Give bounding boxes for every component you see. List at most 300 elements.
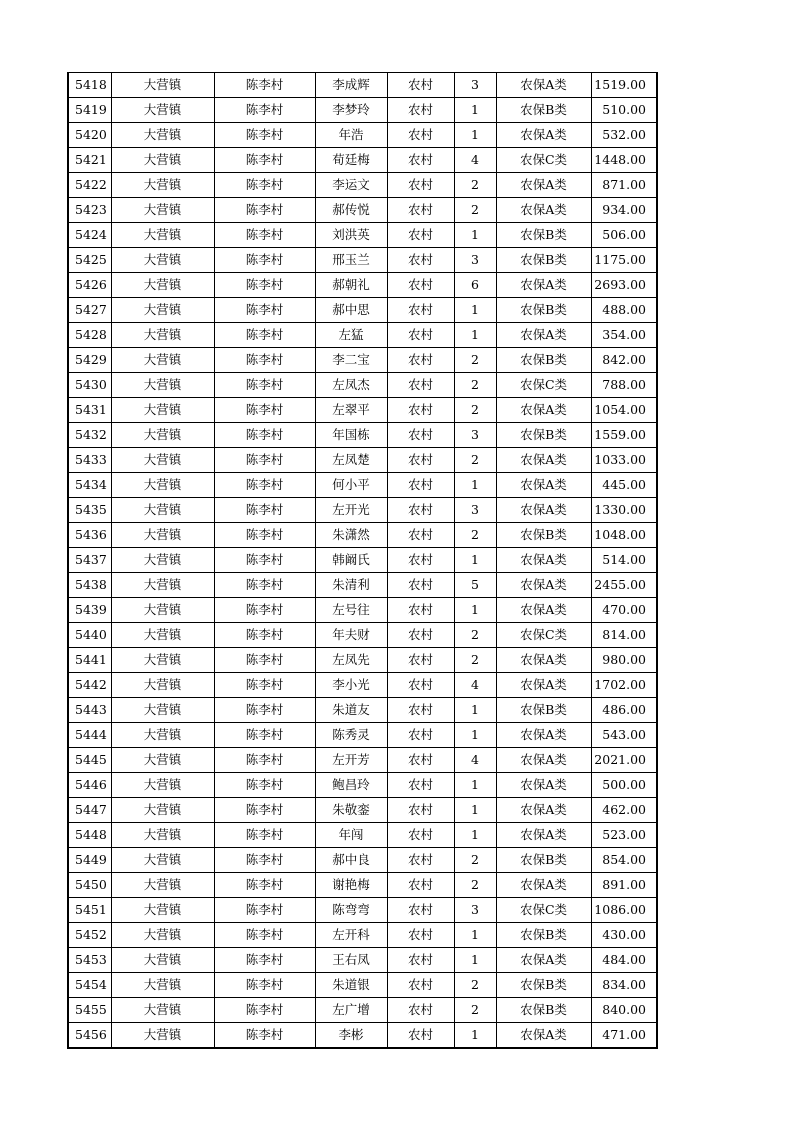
cell-village: 陈李村	[214, 923, 315, 948]
cell-village: 陈李村	[214, 148, 315, 173]
cell-town: 大营镇	[111, 848, 214, 873]
cell-record-id: 5450	[68, 873, 111, 898]
cell-town: 大营镇	[111, 373, 214, 398]
cell-household-size: 2	[454, 848, 496, 873]
table-row	[68, 573, 657, 598]
cell-village: 陈李村	[214, 423, 315, 448]
table-row	[68, 398, 657, 423]
cell-insurance-category: 农保A类	[496, 673, 591, 698]
cell-area-type: 农村	[387, 498, 454, 523]
table-row	[68, 973, 657, 998]
cell-household-size: 4	[454, 748, 496, 773]
cell-amount: 2455.00	[591, 573, 657, 598]
table-row	[68, 648, 657, 673]
cell-area-type: 农村	[387, 448, 454, 473]
cell-household-size: 3	[454, 898, 496, 923]
cell-amount: 484.00	[591, 948, 657, 973]
cell-amount: 510.00	[591, 98, 657, 123]
cell-name: 左凤楚	[315, 448, 387, 473]
cell-name: 邢玉兰	[315, 248, 387, 273]
table-row	[68, 673, 657, 698]
cell-village: 陈李村	[214, 248, 315, 273]
cell-name: 朱道友	[315, 698, 387, 723]
cell-household-size: 1	[454, 948, 496, 973]
table-row	[68, 73, 657, 98]
cell-record-id: 5429	[68, 348, 111, 373]
cell-household-size: 2	[454, 648, 496, 673]
cell-town: 大营镇	[111, 273, 214, 298]
cell-amount: 1175.00	[591, 248, 657, 273]
cell-area-type: 农村	[387, 223, 454, 248]
cell-household-size: 1	[454, 1023, 496, 1049]
cell-village: 陈李村	[214, 98, 315, 123]
cell-amount: 500.00	[591, 773, 657, 798]
cell-name: 李二宝	[315, 348, 387, 373]
cell-record-id: 5425	[68, 248, 111, 273]
cell-village: 陈李村	[214, 1023, 315, 1049]
cell-name: 左开光	[315, 498, 387, 523]
cell-amount: 2693.00	[591, 273, 657, 298]
cell-insurance-category: 农保A类	[496, 948, 591, 973]
cell-area-type: 农村	[387, 673, 454, 698]
cell-name: 李成辉	[315, 73, 387, 98]
cell-insurance-category: 农保A类	[496, 173, 591, 198]
cell-insurance-category: 农保C类	[496, 623, 591, 648]
cell-household-size: 1	[454, 823, 496, 848]
cell-village: 陈李村	[214, 798, 315, 823]
cell-household-size: 2	[454, 523, 496, 548]
cell-name: 年闯	[315, 823, 387, 848]
cell-insurance-category: 农保A类	[496, 723, 591, 748]
cell-amount: 2021.00	[591, 748, 657, 773]
cell-town: 大营镇	[111, 623, 214, 648]
cell-amount: 486.00	[591, 698, 657, 723]
cell-amount: 840.00	[591, 998, 657, 1023]
cell-village: 陈李村	[214, 848, 315, 873]
cell-amount: 543.00	[591, 723, 657, 748]
cell-area-type: 农村	[387, 298, 454, 323]
cell-amount: 523.00	[591, 823, 657, 848]
cell-insurance-category: 农保C类	[496, 898, 591, 923]
table-row	[68, 898, 657, 923]
cell-amount: 834.00	[591, 973, 657, 998]
cell-insurance-category: 农保B类	[496, 523, 591, 548]
cell-insurance-category: 农保B类	[496, 223, 591, 248]
cell-insurance-category: 农保A类	[496, 448, 591, 473]
cell-area-type: 农村	[387, 548, 454, 573]
cell-insurance-category: 农保C类	[496, 373, 591, 398]
cell-area-type: 农村	[387, 348, 454, 373]
cell-insurance-category: 农保A类	[496, 548, 591, 573]
cell-insurance-category: 农保B类	[496, 923, 591, 948]
cell-household-size: 1	[454, 123, 496, 148]
cell-town: 大营镇	[111, 148, 214, 173]
cell-insurance-category: 农保A类	[496, 273, 591, 298]
cell-record-id: 5419	[68, 98, 111, 123]
cell-record-id: 5434	[68, 473, 111, 498]
table-row	[68, 248, 657, 273]
table-row	[68, 448, 657, 473]
cell-amount: 430.00	[591, 923, 657, 948]
cell-insurance-category: 农保A类	[496, 398, 591, 423]
cell-village: 陈李村	[214, 673, 315, 698]
cell-amount: 462.00	[591, 798, 657, 823]
cell-amount: 1086.00	[591, 898, 657, 923]
cell-village: 陈李村	[214, 948, 315, 973]
table-row	[68, 273, 657, 298]
cell-record-id: 5454	[68, 973, 111, 998]
cell-insurance-category: 农保A类	[496, 73, 591, 98]
cell-household-size: 1	[454, 98, 496, 123]
cell-name: 郝传悦	[315, 198, 387, 223]
cell-town: 大营镇	[111, 873, 214, 898]
cell-amount: 1048.00	[591, 523, 657, 548]
cell-village: 陈李村	[214, 873, 315, 898]
cell-record-id: 5442	[68, 673, 111, 698]
cell-household-size: 1	[454, 773, 496, 798]
cell-record-id: 5423	[68, 198, 111, 223]
cell-record-id: 5421	[68, 148, 111, 173]
cell-name: 李运文	[315, 173, 387, 198]
cell-name: 李彬	[315, 1023, 387, 1049]
cell-insurance-category: 农保A类	[496, 773, 591, 798]
cell-record-id: 5427	[68, 298, 111, 323]
cell-record-id: 5447	[68, 798, 111, 823]
cell-amount: 842.00	[591, 348, 657, 373]
cell-household-size: 3	[454, 423, 496, 448]
table-row	[68, 298, 657, 323]
cell-amount: 1033.00	[591, 448, 657, 473]
table-row	[68, 773, 657, 798]
cell-household-size: 6	[454, 273, 496, 298]
benefit-roster-table	[67, 72, 658, 1049]
cell-town: 大营镇	[111, 523, 214, 548]
cell-record-id: 5436	[68, 523, 111, 548]
cell-household-size: 2	[454, 373, 496, 398]
cell-area-type: 农村	[387, 848, 454, 873]
cell-area-type: 农村	[387, 273, 454, 298]
cell-record-id: 5431	[68, 398, 111, 423]
cell-record-id: 5430	[68, 373, 111, 398]
cell-village: 陈李村	[214, 823, 315, 848]
cell-insurance-category: 农保C类	[496, 148, 591, 173]
cell-amount: 1448.00	[591, 148, 657, 173]
cell-name: 年浩	[315, 123, 387, 148]
cell-name: 李小光	[315, 673, 387, 698]
cell-name: 郝中思	[315, 298, 387, 323]
table-row	[68, 823, 657, 848]
cell-town: 大营镇	[111, 698, 214, 723]
cell-record-id: 5449	[68, 848, 111, 873]
cell-amount: 514.00	[591, 548, 657, 573]
table-row	[68, 523, 657, 548]
cell-village: 陈李村	[214, 298, 315, 323]
table-row	[68, 373, 657, 398]
cell-name: 左翠平	[315, 398, 387, 423]
cell-record-id: 5445	[68, 748, 111, 773]
cell-household-size: 2	[454, 198, 496, 223]
cell-town: 大营镇	[111, 1023, 214, 1049]
cell-area-type: 农村	[387, 198, 454, 223]
cell-area-type: 农村	[387, 973, 454, 998]
table-row	[68, 998, 657, 1023]
cell-amount: 354.00	[591, 323, 657, 348]
cell-area-type: 农村	[387, 698, 454, 723]
cell-village: 陈李村	[214, 698, 315, 723]
cell-household-size: 1	[454, 323, 496, 348]
cell-insurance-category: 农保A类	[496, 748, 591, 773]
table-row	[68, 598, 657, 623]
cell-town: 大营镇	[111, 198, 214, 223]
cell-town: 大营镇	[111, 123, 214, 148]
cell-town: 大营镇	[111, 973, 214, 998]
cell-name: 陈弯弯	[315, 898, 387, 923]
cell-area-type: 农村	[387, 723, 454, 748]
cell-amount: 506.00	[591, 223, 657, 248]
cell-record-id: 5437	[68, 548, 111, 573]
cell-amount: 814.00	[591, 623, 657, 648]
cell-town: 大营镇	[111, 473, 214, 498]
cell-village: 陈李村	[214, 973, 315, 998]
cell-area-type: 农村	[387, 423, 454, 448]
cell-insurance-category: 农保B类	[496, 848, 591, 873]
cell-village: 陈李村	[214, 348, 315, 373]
cell-town: 大营镇	[111, 998, 214, 1023]
cell-town: 大营镇	[111, 573, 214, 598]
cell-area-type: 农村	[387, 998, 454, 1023]
cell-area-type: 农村	[387, 173, 454, 198]
cell-town: 大营镇	[111, 598, 214, 623]
cell-town: 大营镇	[111, 648, 214, 673]
table-row	[68, 748, 657, 773]
cell-household-size: 3	[454, 248, 496, 273]
table-row	[68, 223, 657, 248]
cell-name: 刘洪英	[315, 223, 387, 248]
cell-area-type: 农村	[387, 873, 454, 898]
cell-village: 陈李村	[214, 773, 315, 798]
cell-household-size: 3	[454, 498, 496, 523]
cell-village: 陈李村	[214, 748, 315, 773]
cell-village: 陈李村	[214, 273, 315, 298]
table-row	[68, 123, 657, 148]
cell-insurance-category: 农保B类	[496, 698, 591, 723]
cell-village: 陈李村	[214, 648, 315, 673]
cell-village: 陈李村	[214, 598, 315, 623]
cell-household-size: 3	[454, 73, 496, 98]
cell-household-size: 4	[454, 673, 496, 698]
cell-area-type: 农村	[387, 623, 454, 648]
cell-area-type: 农村	[387, 898, 454, 923]
cell-town: 大营镇	[111, 898, 214, 923]
cell-name: 郝中良	[315, 848, 387, 873]
table-row	[68, 173, 657, 198]
cell-amount: 532.00	[591, 123, 657, 148]
cell-town: 大营镇	[111, 173, 214, 198]
cell-record-id: 5424	[68, 223, 111, 248]
cell-town: 大营镇	[111, 923, 214, 948]
cell-village: 陈李村	[214, 123, 315, 148]
cell-village: 陈李村	[214, 73, 315, 98]
table-row	[68, 198, 657, 223]
table-row	[68, 948, 657, 973]
cell-household-size: 2	[454, 348, 496, 373]
cell-record-id: 5435	[68, 498, 111, 523]
cell-village: 陈李村	[214, 223, 315, 248]
cell-record-id: 5456	[68, 1023, 111, 1049]
cell-insurance-category: 农保B类	[496, 98, 591, 123]
cell-area-type: 农村	[387, 248, 454, 273]
cell-village: 陈李村	[214, 473, 315, 498]
cell-village: 陈李村	[214, 398, 315, 423]
cell-record-id: 5426	[68, 273, 111, 298]
cell-village: 陈李村	[214, 498, 315, 523]
cell-insurance-category: 农保A类	[496, 123, 591, 148]
cell-insurance-category: 农保B类	[496, 973, 591, 998]
cell-record-id: 5446	[68, 773, 111, 798]
cell-record-id: 5451	[68, 898, 111, 923]
cell-area-type: 农村	[387, 373, 454, 398]
cell-village: 陈李村	[214, 173, 315, 198]
cell-amount: 470.00	[591, 598, 657, 623]
cell-household-size: 1	[454, 698, 496, 723]
cell-insurance-category: 农保A类	[496, 473, 591, 498]
cell-household-size: 2	[454, 998, 496, 1023]
table-row	[68, 923, 657, 948]
cell-area-type: 农村	[387, 473, 454, 498]
cell-town: 大营镇	[111, 948, 214, 973]
cell-name: 年夫财	[315, 623, 387, 648]
cell-household-size: 2	[454, 398, 496, 423]
cell-area-type: 农村	[387, 773, 454, 798]
cell-name: 郝朝礼	[315, 273, 387, 298]
cell-area-type: 农村	[387, 598, 454, 623]
cell-area-type: 农村	[387, 98, 454, 123]
cell-village: 陈李村	[214, 573, 315, 598]
table-row	[68, 798, 657, 823]
table-row	[68, 848, 657, 873]
cell-town: 大营镇	[111, 723, 214, 748]
cell-record-id: 5455	[68, 998, 111, 1023]
cell-record-id: 5444	[68, 723, 111, 748]
cell-town: 大营镇	[111, 348, 214, 373]
cell-name: 王右凤	[315, 948, 387, 973]
cell-record-id: 5438	[68, 573, 111, 598]
cell-household-size: 4	[454, 148, 496, 173]
cell-name: 左开科	[315, 923, 387, 948]
cell-household-size: 1	[454, 473, 496, 498]
cell-town: 大营镇	[111, 223, 214, 248]
cell-record-id: 5418	[68, 73, 111, 98]
cell-area-type: 农村	[387, 648, 454, 673]
cell-name: 朱清利	[315, 573, 387, 598]
cell-village: 陈李村	[214, 898, 315, 923]
cell-name: 朱道银	[315, 973, 387, 998]
cell-amount: 471.00	[591, 1023, 657, 1049]
cell-amount: 488.00	[591, 298, 657, 323]
cell-amount: 854.00	[591, 848, 657, 873]
cell-area-type: 农村	[387, 798, 454, 823]
cell-record-id: 5439	[68, 598, 111, 623]
cell-record-id: 5443	[68, 698, 111, 723]
cell-village: 陈李村	[214, 623, 315, 648]
cell-insurance-category: 农保B类	[496, 248, 591, 273]
cell-record-id: 5433	[68, 448, 111, 473]
cell-town: 大营镇	[111, 448, 214, 473]
cell-area-type: 农村	[387, 1023, 454, 1049]
cell-name: 荀廷梅	[315, 148, 387, 173]
table-row	[68, 698, 657, 723]
cell-village: 陈李村	[214, 723, 315, 748]
cell-record-id: 5452	[68, 923, 111, 948]
cell-area-type: 农村	[387, 573, 454, 598]
cell-insurance-category: 农保A类	[496, 323, 591, 348]
cell-amount: 1519.00	[591, 73, 657, 98]
cell-amount: 891.00	[591, 873, 657, 898]
cell-name: 何小平	[315, 473, 387, 498]
cell-household-size: 1	[454, 923, 496, 948]
cell-name: 朱潇然	[315, 523, 387, 548]
cell-town: 大营镇	[111, 423, 214, 448]
cell-name: 左猛	[315, 323, 387, 348]
cell-amount: 1702.00	[591, 673, 657, 698]
table-body	[68, 73, 657, 1049]
cell-household-size: 1	[454, 798, 496, 823]
cell-area-type: 农村	[387, 523, 454, 548]
cell-record-id: 5453	[68, 948, 111, 973]
cell-town: 大营镇	[111, 823, 214, 848]
cell-name: 左凤先	[315, 648, 387, 673]
table-row	[68, 723, 657, 748]
cell-amount: 980.00	[591, 648, 657, 673]
cell-insurance-category: 农保A类	[496, 198, 591, 223]
cell-village: 陈李村	[214, 373, 315, 398]
table-row	[68, 548, 657, 573]
cell-amount: 1054.00	[591, 398, 657, 423]
cell-village: 陈李村	[214, 448, 315, 473]
cell-amount: 934.00	[591, 198, 657, 223]
cell-area-type: 农村	[387, 73, 454, 98]
cell-name: 鲍昌玲	[315, 773, 387, 798]
cell-record-id: 5440	[68, 623, 111, 648]
cell-household-size: 1	[454, 548, 496, 573]
cell-area-type: 农村	[387, 923, 454, 948]
cell-amount: 1559.00	[591, 423, 657, 448]
cell-village: 陈李村	[214, 998, 315, 1023]
cell-village: 陈李村	[214, 523, 315, 548]
cell-household-size: 2	[454, 873, 496, 898]
cell-household-size: 2	[454, 448, 496, 473]
cell-area-type: 农村	[387, 948, 454, 973]
cell-name: 李梦玲	[315, 98, 387, 123]
cell-name: 陈秀灵	[315, 723, 387, 748]
cell-town: 大营镇	[111, 773, 214, 798]
cell-name: 朱敬銮	[315, 798, 387, 823]
cell-area-type: 农村	[387, 148, 454, 173]
cell-record-id: 5420	[68, 123, 111, 148]
cell-town: 大营镇	[111, 748, 214, 773]
cell-insurance-category: 农保A类	[496, 598, 591, 623]
table-row	[68, 1023, 657, 1049]
cell-name: 左号往	[315, 598, 387, 623]
cell-town: 大营镇	[111, 798, 214, 823]
cell-record-id: 5422	[68, 173, 111, 198]
cell-insurance-category: 农保A类	[496, 498, 591, 523]
cell-household-size: 1	[454, 598, 496, 623]
cell-household-size: 5	[454, 573, 496, 598]
cell-insurance-category: 农保A类	[496, 823, 591, 848]
cell-household-size: 2	[454, 973, 496, 998]
cell-amount: 788.00	[591, 373, 657, 398]
